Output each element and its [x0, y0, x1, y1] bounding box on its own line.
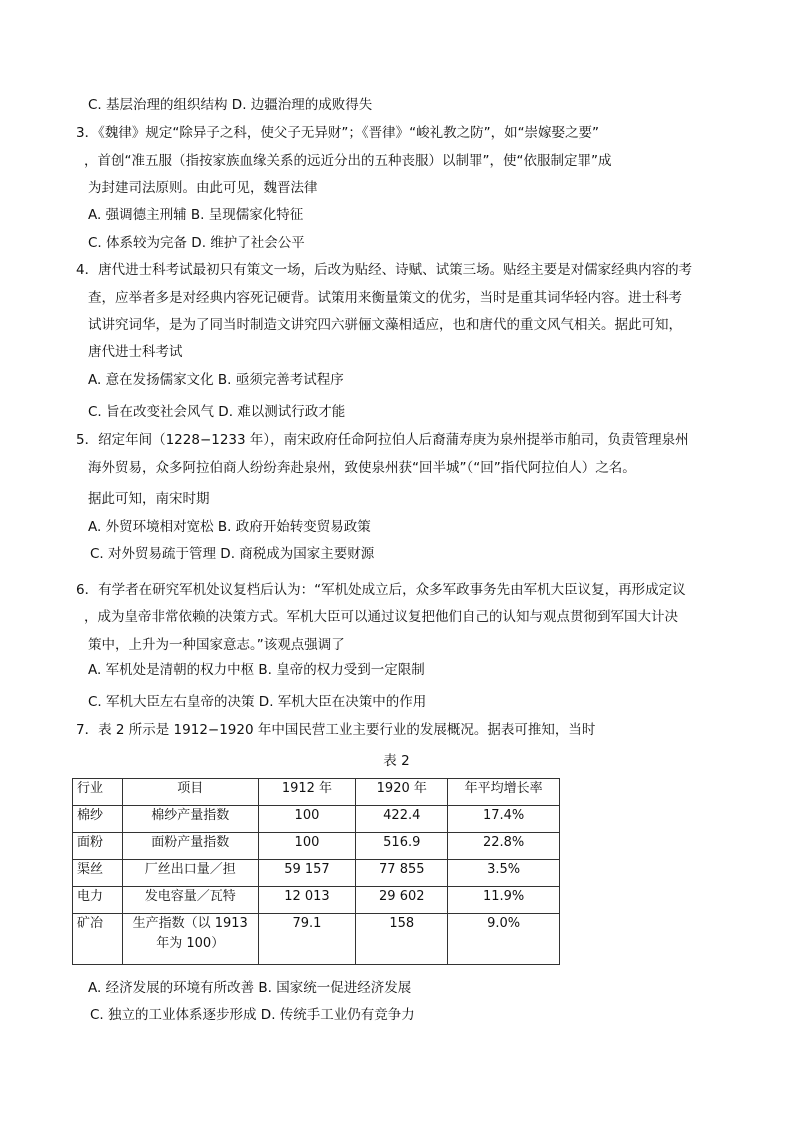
- table-row: [73, 914, 560, 965]
- table-cell: 158: [356, 914, 448, 965]
- table-cell: 9.0%: [448, 914, 560, 965]
- q4-options-cd: C. 旨在改变社会风气 D. 难以测试行政才能: [88, 404, 346, 420]
- q7-stem-line1: 7．表 2 所示是 1912−1920 年中国民营工业主要行业的发展概况。据表可推知，当时: [76, 722, 596, 738]
- q3-stem-line1: 3．《魏律》规定“除异子之科，使父子无异财”；《晋律》“峻礼教之防”，如“崇嫁娶之要”: [76, 125, 600, 141]
- table-cell: 渠丝: [73, 860, 123, 887]
- header-cell: 行业: [73, 779, 123, 806]
- q5-options-ab: A. 外贸环境相对宽松 B. 政府开始转变贸易政策: [88, 519, 371, 535]
- table-row: [73, 887, 560, 914]
- header-cell: 1912 年: [258, 779, 356, 806]
- table-cell: 面粉: [73, 833, 123, 860]
- table-header-row: [73, 779, 560, 806]
- header-cell: 项目: [122, 779, 258, 806]
- table-cell: 12 013: [258, 887, 356, 914]
- table-cell: 29 602: [356, 887, 448, 914]
- q4-stem-line4: 唐代进士科考试: [88, 344, 183, 360]
- q3-stem-line3: 为封建司法原则。由此可见，魏晋法律: [88, 180, 318, 196]
- industry-table: [72, 778, 560, 965]
- table-cell: 100: [258, 806, 356, 833]
- table-cell: 发电容量／瓦特: [122, 887, 258, 914]
- q4-options-ab: A. 意在发扬儒家文化 B. 亟须完善考试程序: [88, 372, 344, 388]
- table-cell: 面粉产量指数: [122, 833, 258, 860]
- table-cell: 100: [258, 833, 356, 860]
- q6-stem-line2: ，成为皇帝非常依赖的决策方式。军机大臣可以通过议复把他们自己的认知与观点贯彻到军国大计决: [84, 609, 678, 625]
- table-row: [73, 860, 560, 887]
- q4-stem-line2: 查，应举者多是对经典内容死记硬背。试策用来衡量策文的优劣，当时是重其词华轻内容。进士科考: [88, 290, 682, 306]
- q3-stem-line2: ，首创“准五服（指按家族血缘关系的远近分出的五种丧服）以制罪”，使“依服制定罪”成: [84, 153, 612, 169]
- table-cell: 422.4: [356, 806, 448, 833]
- q7-options-cd: C. 独立的工业体系逐步形成 D. 传统手工业仍有竞争力: [90, 1007, 415, 1023]
- header-cell: 年平均增长率: [448, 779, 560, 806]
- q6-options-ab: A. 军机处是清朝的权力中枢 B. 皇帝的权力受到一定限制: [88, 662, 425, 678]
- q6-stem-line1: 6．有学者在研究军机处议复档后认为：“军机处成立后，众多军政事务先由军机大臣议复，再形成定议: [76, 582, 686, 598]
- table-row: [73, 806, 560, 833]
- q2-options-cd: C. 基层治理的组织结构 D. 边疆治理的成败得失: [88, 97, 373, 113]
- table-cell: 棉纱产量指数: [122, 806, 258, 833]
- q4-stem-line1: 4．唐代进士科考试最初只有策文一场，后改为贴经、诗赋、试策三场。贴经主要是对儒家经典内容的考: [76, 262, 693, 278]
- q7-options-ab: A. 经济发展的环境有所改善 B. 国家统一促进经济发展: [88, 980, 412, 996]
- q5-stem-line2: 海外贸易，众多阿拉伯商人纷纷奔赴泉州，致使泉州获“回半城”（“回”指代阿拉伯人）之名。: [88, 460, 636, 476]
- q5-stem-line1: 5．绍定年间（1228−1233 年），南宋政府任命阿拉伯人后裔蒲寿庚为泉州提举市舶司，负责管理泉州: [76, 432, 689, 448]
- table-cell: 棉纱: [73, 806, 123, 833]
- table-cell: 矿冶: [73, 914, 123, 965]
- table-cell: 77 855: [356, 860, 448, 887]
- table-cell: 11.9%: [448, 887, 560, 914]
- table-cell: 22.8%: [448, 833, 560, 860]
- table-cell: 3.5%: [448, 860, 560, 887]
- table-cell: 17.4%: [448, 806, 560, 833]
- q5-options-cd: C. 对外贸易疏于管理 D. 商税成为国家主要财源: [90, 546, 375, 562]
- table-cell: 生产指数（以 1913 年为 100）: [122, 914, 258, 965]
- table-caption: 表 2: [383, 753, 410, 769]
- q4-stem-line3: 试讲究词华，是为了同当时制造文讲究四六骈俪文藻相适应，也和唐代的重文风气相关。据此可知，: [88, 317, 682, 333]
- q6-stem-line3: 策中，上升为一种国家意志。”该观点强调了: [88, 637, 345, 653]
- q3-options-cd: C. 体系较为完备 D. 维护了社会公平: [88, 235, 305, 251]
- q3-options-ab: A. 强调德主刑辅 B. 呈现儒家化特征: [88, 207, 304, 223]
- table-cell: 厂丝出口量／担: [122, 860, 258, 887]
- table-cell: 电力: [73, 887, 123, 914]
- header-cell: 1920 年: [356, 779, 448, 806]
- table-cell: 59 157: [258, 860, 356, 887]
- table-cell: 516.9: [356, 833, 448, 860]
- q6-options-cd: C. 军机大臣左右皇帝的决策 D. 军机大臣在决策中的作用: [88, 694, 427, 710]
- q5-stem-line3: 据此可知，南宋时期: [88, 491, 210, 507]
- table-cell: 79.1: [258, 914, 356, 965]
- table-row: [73, 833, 560, 860]
